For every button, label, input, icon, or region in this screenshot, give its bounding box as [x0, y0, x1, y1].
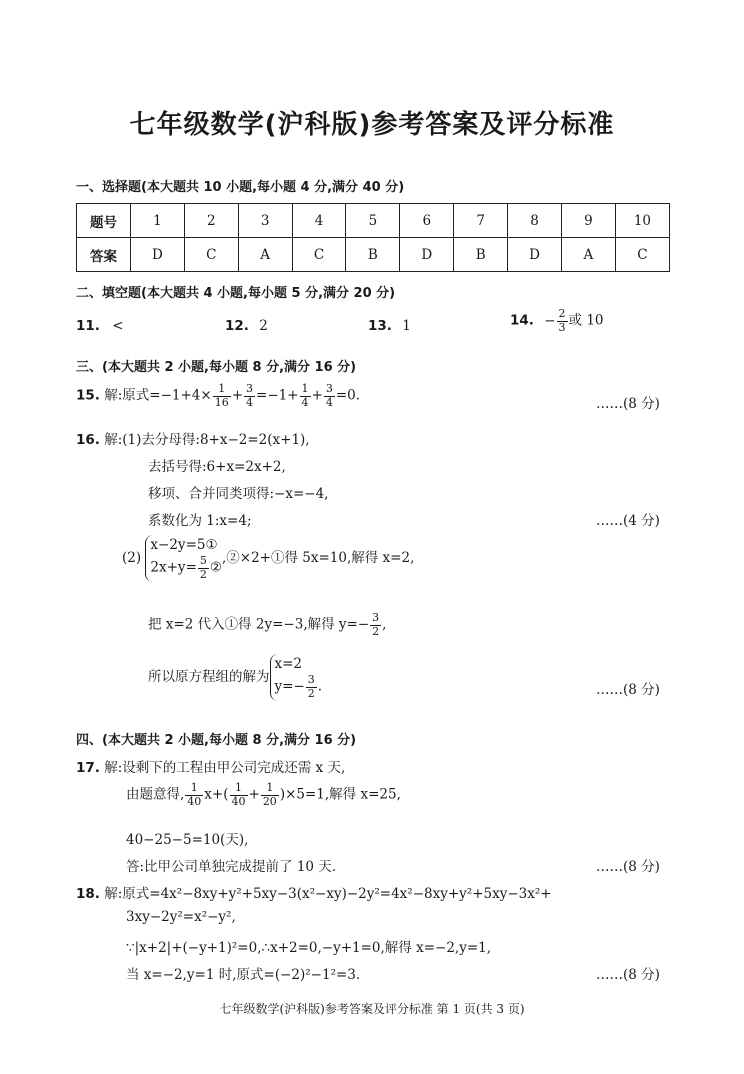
- section-heading-fill: 二、填空题(本大题共 4 小题,每小题 5 分,满分 20 分): [76, 286, 396, 301]
- table-row: [77, 204, 670, 238]
- q16-line-7: 所以原方程组的解为 x=2 y=− $\frac{3}{2}$ .: [148, 656, 323, 700]
- table-row: [77, 238, 670, 272]
- answer-table: [76, 203, 670, 272]
- q18-line-2: 3xy−2y²=x²−y²,: [126, 909, 236, 925]
- q16-line-2: 去括号得:6+x=2x+2,: [148, 459, 286, 475]
- fraction: $\frac{2}{3}$: [558, 307, 566, 334]
- q16-line-1: 16. 解:(1)去分母得:8+x−2=2(x+1),: [76, 432, 310, 448]
- table-cell: 6: [400, 204, 454, 238]
- answer-12: 12. 2: [225, 318, 268, 334]
- score-label: ……(8 分): [596, 967, 660, 983]
- table-cell: 4: [292, 204, 346, 238]
- solution-system: x=2 y=− $\frac{3}{2}$ .: [270, 654, 323, 701]
- q18-line-3: ∵|x+2|+(−y+1)²=0,∴x+2=0,−y+1=0,解得 x=−2,y=1,: [126, 940, 492, 956]
- table-cell: C: [292, 238, 346, 272]
- table-cell: 1: [130, 204, 184, 238]
- table-cell: 7: [454, 204, 508, 238]
- table-cell: D: [130, 238, 184, 272]
- table-cell: D: [508, 238, 562, 272]
- table-cell: 8: [508, 204, 562, 238]
- answer-14: 14. − $\frac{2}{3}$ 或 10: [510, 307, 604, 334]
- table-row-header: 题号: [77, 204, 131, 238]
- score-label: ……(4 分): [596, 513, 660, 529]
- q16-line-6: 把 x=2 代入①得 2y=−3,解得 y=− $\frac{3}{2}$ ,: [148, 611, 387, 638]
- table-cell: D: [400, 238, 454, 272]
- q15-solution: 15. 解:原式=−1+4× $\frac{1}{16}$ + $\frac{3}{4}$ =−1+ $\frac{1}{4}$ + $\frac{3}{4}$ =0.: [76, 382, 361, 409]
- equation-system: x−2y=5① 2x+y= $\frac{5}{2}$ ②: [145, 535, 222, 582]
- q16-system: (2) x−2y=5① 2x+y= $\frac{5}{2}$ ② ,②×2+①得 5x=10,解得 x=2,: [122, 537, 415, 581]
- answer-13: 13. 1: [368, 318, 411, 334]
- q17-line-4: 答:比甲公司单独完成提前了 10 天.: [126, 859, 337, 875]
- table-cell: 5: [346, 204, 400, 238]
- q17-line-3: 40−25−5=10(天),: [126, 832, 249, 848]
- table-cell: B: [454, 238, 508, 272]
- table-cell: 3: [238, 204, 292, 238]
- table-cell: A: [238, 238, 292, 272]
- table-row-header: 答案: [77, 238, 131, 272]
- table-cell: 10: [615, 204, 669, 238]
- q16-line-4: 系数化为 1:x=4;: [148, 513, 252, 529]
- score-label: ……(8 分): [596, 396, 660, 412]
- table-cell: 9: [561, 204, 615, 238]
- section-heading-4: 四、(本大题共 2 小题,每小题 8 分,满分 16 分): [76, 733, 357, 748]
- q17-line-1: 17. 解:设剩下的工程由甲公司完成还需 x 天,: [76, 760, 346, 776]
- q18-line-4: 当 x=−2,y=1 时,原式=(−2)²−1²=3.: [126, 967, 361, 983]
- q18-line-1: 18. 解:原式=4x²−8xy+y²+5xy−3(x²−xy)−2y²=4x²−8xy+y²+5xy−3x²+: [76, 886, 552, 902]
- table-cell: C: [615, 238, 669, 272]
- table-cell: C: [184, 238, 238, 272]
- q17-line-2: 由题意得, $\frac{1}{40}$ x+( $\frac{1}{40}$ + $\frac{1}{20}$ )×5=1,解得 x=25,: [126, 781, 401, 808]
- score-label: ……(8 分): [596, 682, 660, 698]
- section-heading-3: 三、(本大题共 2 小题,每小题 8 分,满分 16 分): [76, 360, 357, 375]
- table-cell: B: [346, 238, 400, 272]
- table-cell: 2: [184, 204, 238, 238]
- page-footer: 七年级数学(沪科版)参考答案及评分标准 第 1 页(共 3 页): [219, 1002, 525, 1016]
- table-cell: A: [561, 238, 615, 272]
- answer-11: 11. <: [76, 318, 124, 334]
- q16-line-3: 移项、合并同类项得:−x=−4,: [148, 486, 329, 502]
- score-label: ……(8 分): [596, 859, 660, 875]
- section-heading-choice: 一、选择题(本大题共 10 小题,每小题 4 分,满分 40 分): [76, 180, 405, 195]
- page-title: 七年级数学(沪科版)参考答案及评分标准: [129, 110, 615, 140]
